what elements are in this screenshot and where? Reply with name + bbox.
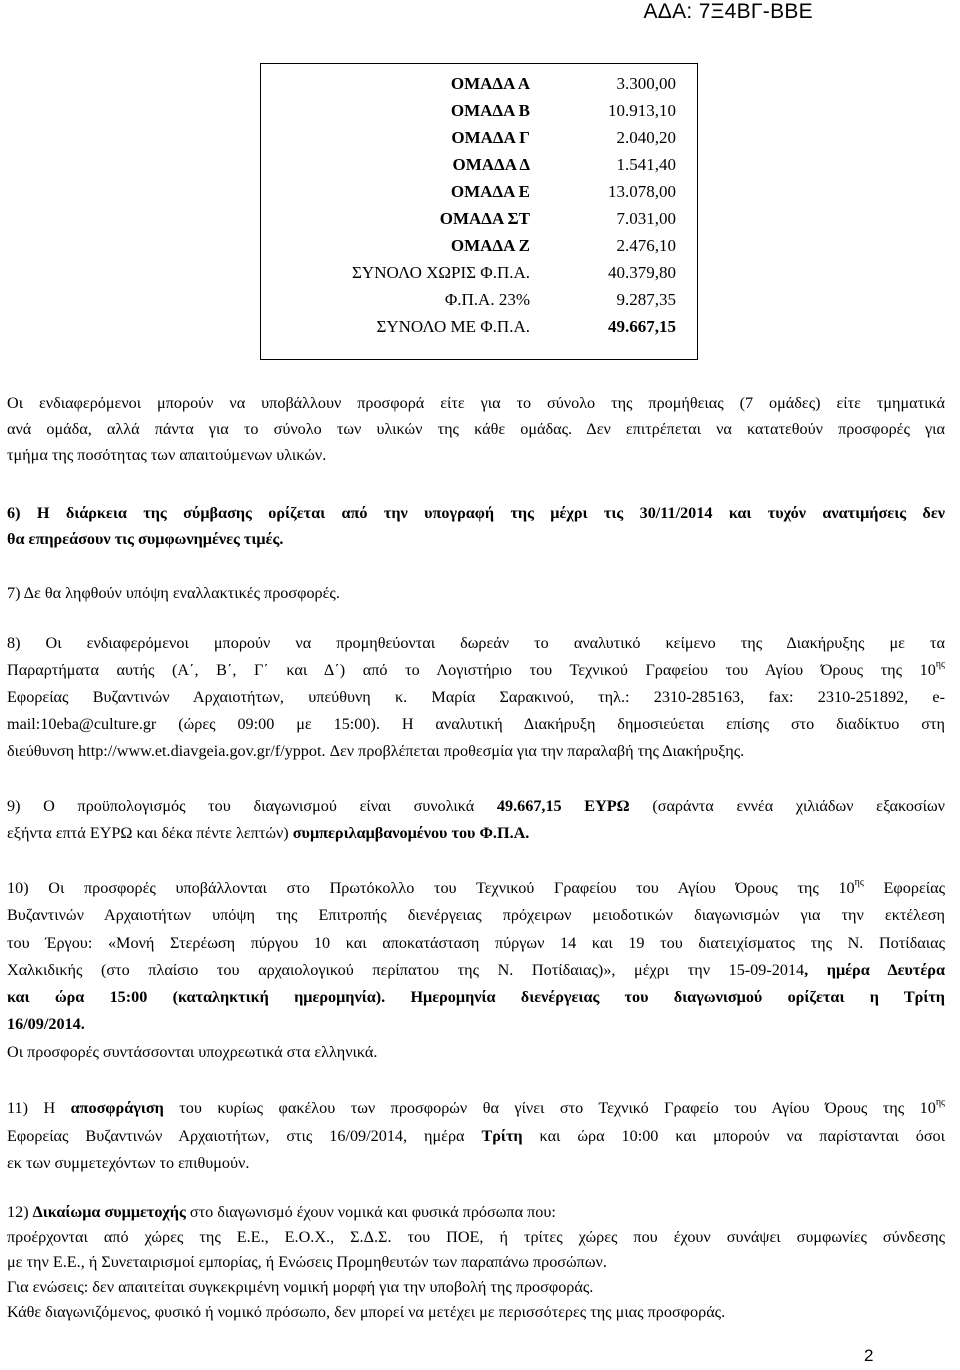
text-fragment: (σαράντα εννέα χιλιάδων εξακοσίων [629,797,945,815]
text-line: με την Ε.Ε., ή Συνεταιρισμοί εμπορίας, ή Ενώσεις Προμηθευτών των παραπάνω προσώπων. [7,1253,607,1271]
row-value: 49.667,15 [608,317,676,336]
text-line: Κάθε διαγωνιζόμενος, φυσικό ή νομικό πρόσωπο, δεν μπορεί να μετέχει με περισσότερες της μιας προσφοράς. [7,1303,726,1321]
budget-table [260,63,698,360]
text-line: 8) Οι ενδιαφερόμενοι μπορούν να προμηθεύονται δωρεάν το αναλυτικό κείμενο της Διακήρυξης με τα [7,634,945,652]
text-line: θα επηρεάσουν τις συμφωνημένες τιμές. [7,530,284,548]
table-row [261,206,697,232]
text-line: εκ των συμμετεχόντων το επιθυμούν. [7,1154,250,1172]
unsealing-term: αποσφράγιση [70,1099,164,1117]
text-fragment: εξήντα επτά ΕΥΡΩ και δέκα πέντε λεπτών) [7,824,293,842]
text-line [7,820,945,847]
text-fragment: και ώρα 10:00 και μπορούν να παρίστανται όσοι [522,1126,945,1145]
text-line [7,957,945,984]
section-11 [7,1095,945,1178]
text-fragment: του κυρίως φακέλου των προσφορών θα γίνει στο Τεχνικό Γραφείο του Αγίου Όρους της 10 [163,1099,936,1117]
text-line: τμήμα της ποσότητας των απαιτούμενων υλικών. [7,446,327,464]
text-fragment: Εφορείας Βυζαντινών Αρχαιοτήτων, στις 16/09/2014, ημέρα [7,1126,482,1145]
row-value: 2.476,10 [616,236,676,255]
table-row [261,125,697,151]
row-value: 2.040,20 [616,128,676,147]
text-line [7,793,945,820]
weekday: Τρίτη [481,1126,523,1145]
section-9 [7,793,945,847]
row-label: ΣΥΝΟΛΟ ΜΕ Φ.Π.Α. [376,317,530,336]
text-line: προέρχονται από χώρες της Ε.Ε., Ε.Ο.Χ., Σ.Δ.Σ. του ΠΟΕ, ή τρίτες χώρες που έχουν συνάψει συμφωνίες σύνδεσης [7,1228,945,1246]
table-row [261,71,697,97]
ada-code: ΑΔΑ: 7Ξ4ΒΓ-ΒΒΕ [643,0,813,23]
ordinal-suffix: ης [854,877,864,888]
text-fragment: 12) [7,1203,33,1221]
row-label: ΟΜΑΔΑ Β [450,101,530,120]
text-line: mail:10eba@culture.gr (ώρες 09:00 με 15:00). Η αναλυτική Διακήρυξη δημοσιεύεται επίσης στο διαδίκτυο στη [7,715,945,733]
table-row [261,233,697,259]
row-value: 13.078,00 [608,182,676,201]
text-fragment: Εφορείας [863,879,945,897]
section-12 [7,1200,945,1325]
table-row [261,152,697,178]
text-line [7,657,945,684]
table-row [261,260,697,286]
row-label: ΣΥΝΟΛΟ ΧΩΡΙΣ Φ.Π.Α. [352,263,530,282]
text-line [7,875,945,902]
table-row [261,98,697,124]
row-label: ΟΜΑΔΑ Α [450,74,530,93]
deadline-day: , ημέρα Δευτέρα [804,960,945,979]
text-fragment: 9) Ο προϋπολογισμός του διαγωνισμού είναι συνολικά [7,797,497,815]
text-line: Εφορείας Βυζαντινών Αρχαιοτήτων, υπεύθυνη κ. Μαρία Σαρακινού, τηλ.: 2310-285163, fax: 2310-251892, e- [7,688,945,706]
text-line: Για ενώσεις: δεν απαιτείται συγκεκριμένη νομική μορφή για την υποβολή της προσφοράς. [7,1278,594,1296]
row-label: ΟΜΑΔΑ Ε [450,182,530,201]
row-label: ΟΜΑΔΑ Δ [452,155,530,174]
text-fragment: 11) Η [7,1099,71,1117]
vat-note: συμπεριλαμβανομένου του Φ.Π.Α. [292,824,530,842]
text-line [7,1123,945,1151]
row-value: 3.300,00 [616,74,676,93]
text-line: 6) Η διάρκεια της σύμβασης ορίζεται από την υπογραφή της μέχρι τις 30/11/2014 και τυχόν ανατιμήσεις δεν [7,504,945,522]
ordinal-suffix: ης [935,1097,946,1108]
text-fragment: Παραρτήματα αυτής (Α΄, Β΄, Γ΄ και Δ΄) από το Λογιστήριο του Τεχνικού Γραφείου του Αγίου Όρους της 10 [7,661,936,679]
text-line [7,1200,945,1225]
table-row [261,314,697,340]
page-number: 2 [864,1346,874,1365]
text-line: και ώρα 15:00 (καταληκτική ημερομηνία). Ημερομηνία διενέργειας του διαγωνισμού ορίζεται η Τρίτη [7,988,945,1007]
text-line: 16/09/2014. [7,1015,85,1034]
row-value: 7.031,00 [616,209,676,228]
text-fragment: 10) Οι προσφορές υποβάλλονται στο Πρωτόκολλο του Τεχνικού Γραφείου του Αγίου Όρους της 10 [7,879,855,897]
text-line: ανά ομάδα, αλλά πάντα για το σύνολο των υλικών της κάθε ομάδας. Δεν επιτρέπεται να κατατεθούν προσφορές για [7,420,945,438]
budget-total: 49.667,15 ΕΥΡΩ [496,797,630,815]
row-label: Φ.Π.Α. 23% [444,290,530,309]
row-label: ΟΜΑΔΑ ΣΤ [439,209,530,228]
row-value: 9.287,35 [616,290,676,309]
row-value: 1.541,40 [616,155,676,174]
section-10 [7,875,945,1066]
text-line [7,1095,945,1123]
offer-paragraph [7,390,945,468]
text-line: του Έργου: «Μονή Στερέωση πύργου 10 και αποκατάσταση πύργων 14 και 19 του διατειχίσματος της Ν. Ποτίδαιας [7,933,945,952]
section-7 [7,580,945,606]
text-fragment: στο διαγωνισμό έχουν νομικά και φυσικά πρόσωπα που: [185,1203,556,1221]
row-label: ΟΜΑΔΑ Γ [451,128,530,147]
text-line: Βυζαντινών Αρχαιοτήτων υπόψη της Επιτροπής διενέργειας πρόχειρων μειοδοτικών διαγωνισμών για την εκτέλεση [7,906,945,925]
text-line: Οι ενδιαφερόμενοι μπορούν να υποβάλλουν προσφορά είτε για το σύνολο της προμήθειας (7 ομάδες) είτε τμηματικά [7,394,945,412]
section-6 [7,500,945,552]
table-row [261,287,697,313]
text-line: Οι προσφορές συντάσσονται υποχρεωτικά στα ελληνικά. [7,1042,378,1061]
row-value: 40.379,80 [608,263,676,282]
participation-right: Δικαίωμα συμμετοχής [32,1203,186,1221]
text-fragment: Χαλκιδικής (στο πλαίσιο του αρχαιολογικού περίπατου της Ν. Ποτίδαιας)», μέχρι την 15-09-2014 [7,960,805,979]
row-label: ΟΜΑΔΑ Ζ [450,236,530,255]
text-line: 7) Δε θα ληφθούν υπόψη εναλλακτικές προσφορές. [7,584,340,602]
text-line: διεύθυνση http://www.et.diavgeia.gov.gr/f/yppot. Δεν προβλέπεται προθεσμία για την παραλαβή της Διακήρυξης. [7,742,745,760]
table-row [261,179,697,205]
row-value: 10.913,10 [608,101,676,120]
section-8 [7,630,945,765]
ordinal-suffix: ης [935,659,945,670]
